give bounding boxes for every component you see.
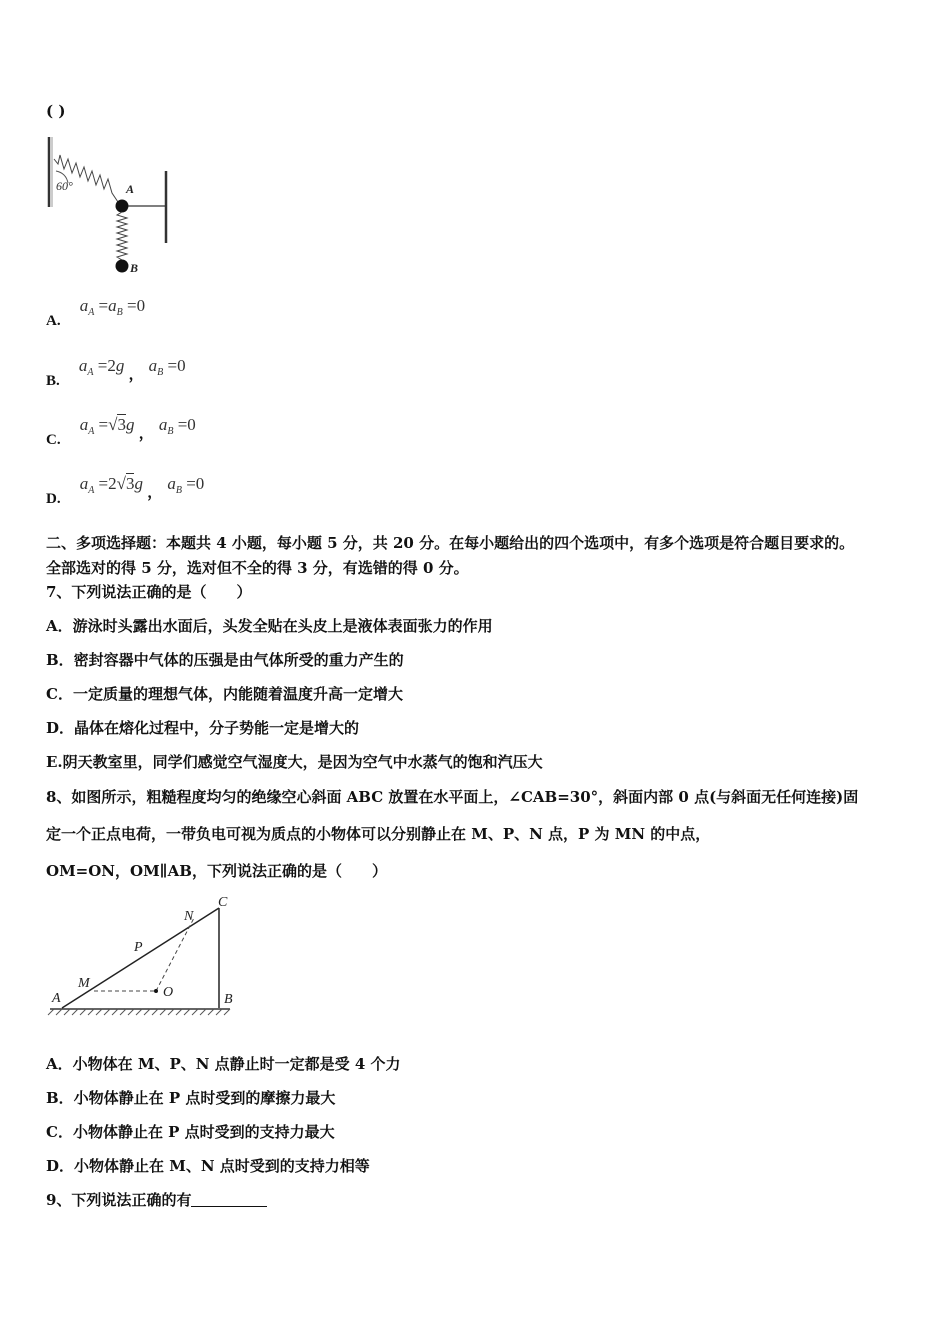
label-m: M	[78, 976, 90, 991]
option-expression: $a_A =√3g$	[79, 415, 135, 437]
option-expression: $a_A =2√3g$	[79, 474, 143, 496]
option-label: D.	[46, 491, 61, 507]
option-label: C.	[46, 432, 61, 448]
q8-stem-line1: 8、如图所示，粗糙程度均匀的绝缘空心斜面 ABC 放置在水平面上，∠CAB=30°，斜面内部 0 点(与斜面无任何连接)固	[46, 788, 859, 806]
q8-option-b[interactable]: B．小物体静止在 P 点时受到的摩擦力最大	[46, 1089, 336, 1107]
label-o: O	[163, 985, 174, 1000]
section-heading-line1: 二、多项选择题：本题共 4 小题，每小题 5 分，共 20 分。在每小题给出的四个选项中，有多个选项是符合题目要求的。	[46, 534, 855, 552]
option-label: B.	[46, 373, 60, 389]
q8-stem-line3: OM=ON，OM∥AB，下列说法正确的是（ ）	[46, 862, 387, 880]
label-b: B	[130, 261, 139, 275]
q8-option-a[interactable]: A．小物体在 M、P、N 点静止时一定都是受 4 个力	[46, 1055, 401, 1073]
q8-option-d[interactable]: D．小物体静止在 M、N 点时受到的支持力相等	[46, 1157, 370, 1175]
incline-ac	[62, 908, 219, 1008]
ground-hatch	[48, 1009, 230, 1015]
label-n: N	[184, 909, 194, 924]
answer-bracket: ( )	[46, 102, 66, 120]
q6-option-c[interactable]: C. $a_A =√3g$ ， $a_B =0$	[46, 415, 196, 448]
option-label: A.	[46, 313, 61, 329]
option-expression-2: $a_B =0$	[148, 356, 186, 378]
q7-option-c[interactable]: C．一定质量的理想气体，内能随着温度升高一定增大	[46, 685, 403, 703]
label-a: A	[52, 991, 61, 1006]
lower-spring	[117, 212, 127, 260]
q7-option-a[interactable]: A．游泳时头露出水面后，头发全贴在头皮上是液体表面张力的作用	[46, 617, 493, 635]
angle-label: 60°	[56, 179, 73, 193]
q7-option-b[interactable]: B．密封容器中气体的压强是由气体所受的重力产生的	[46, 651, 404, 669]
q6-option-d[interactable]: D. $a_A =2√3g$ ， $a_B =0$	[46, 474, 205, 507]
segment-on	[156, 918, 194, 991]
q7-option-d[interactable]: D．晶体在熔化过程中，分子势能一定是增大的	[46, 719, 360, 737]
option-expression: $a_A =2g$	[78, 356, 125, 378]
q6-option-a[interactable]	[46, 296, 146, 329]
q6-option-b[interactable]: B. $a_A =2g$ ， $a_B =0$	[46, 356, 186, 389]
q9-stem: 9、下列说法正确的有	[46, 1189, 267, 1210]
option-expression-2: $a_B =0$	[158, 415, 196, 437]
ball-b	[116, 260, 129, 273]
q7-stem: 7、下列说法正确的是（ ）	[46, 583, 252, 601]
label-p: P	[134, 940, 143, 955]
option-expression-2: $a_B =0$	[167, 474, 205, 496]
incline-figure	[44, 890, 244, 1020]
spring-ball-figure	[40, 135, 180, 280]
label-c: C	[218, 895, 228, 910]
ball-a	[116, 200, 129, 213]
section-heading-line2: 全部选对的得 5 分，选对但不全的得 3 分，有选错的得 0 分。	[46, 559, 469, 577]
answer-blank[interactable]	[191, 1192, 267, 1207]
q8-stem-line2: 定一个正点电荷，一带负电可视为质点的小物体可以分别静止在 M、P、N 点，P 为 MN 的中点，	[46, 825, 711, 843]
label-b: B	[224, 992, 233, 1007]
label-a: A	[126, 182, 135, 196]
option-expression: $a_A =a_B =0$	[79, 296, 146, 318]
point-o	[154, 989, 158, 993]
q8-option-c[interactable]: C．小物体静止在 P 点时受到的支持力最大	[46, 1123, 335, 1141]
q7-option-e[interactable]: E.阴天教室里，同学们感觉空气湿度大，是因为空气中水蒸气的饱和汽压大	[46, 753, 543, 771]
